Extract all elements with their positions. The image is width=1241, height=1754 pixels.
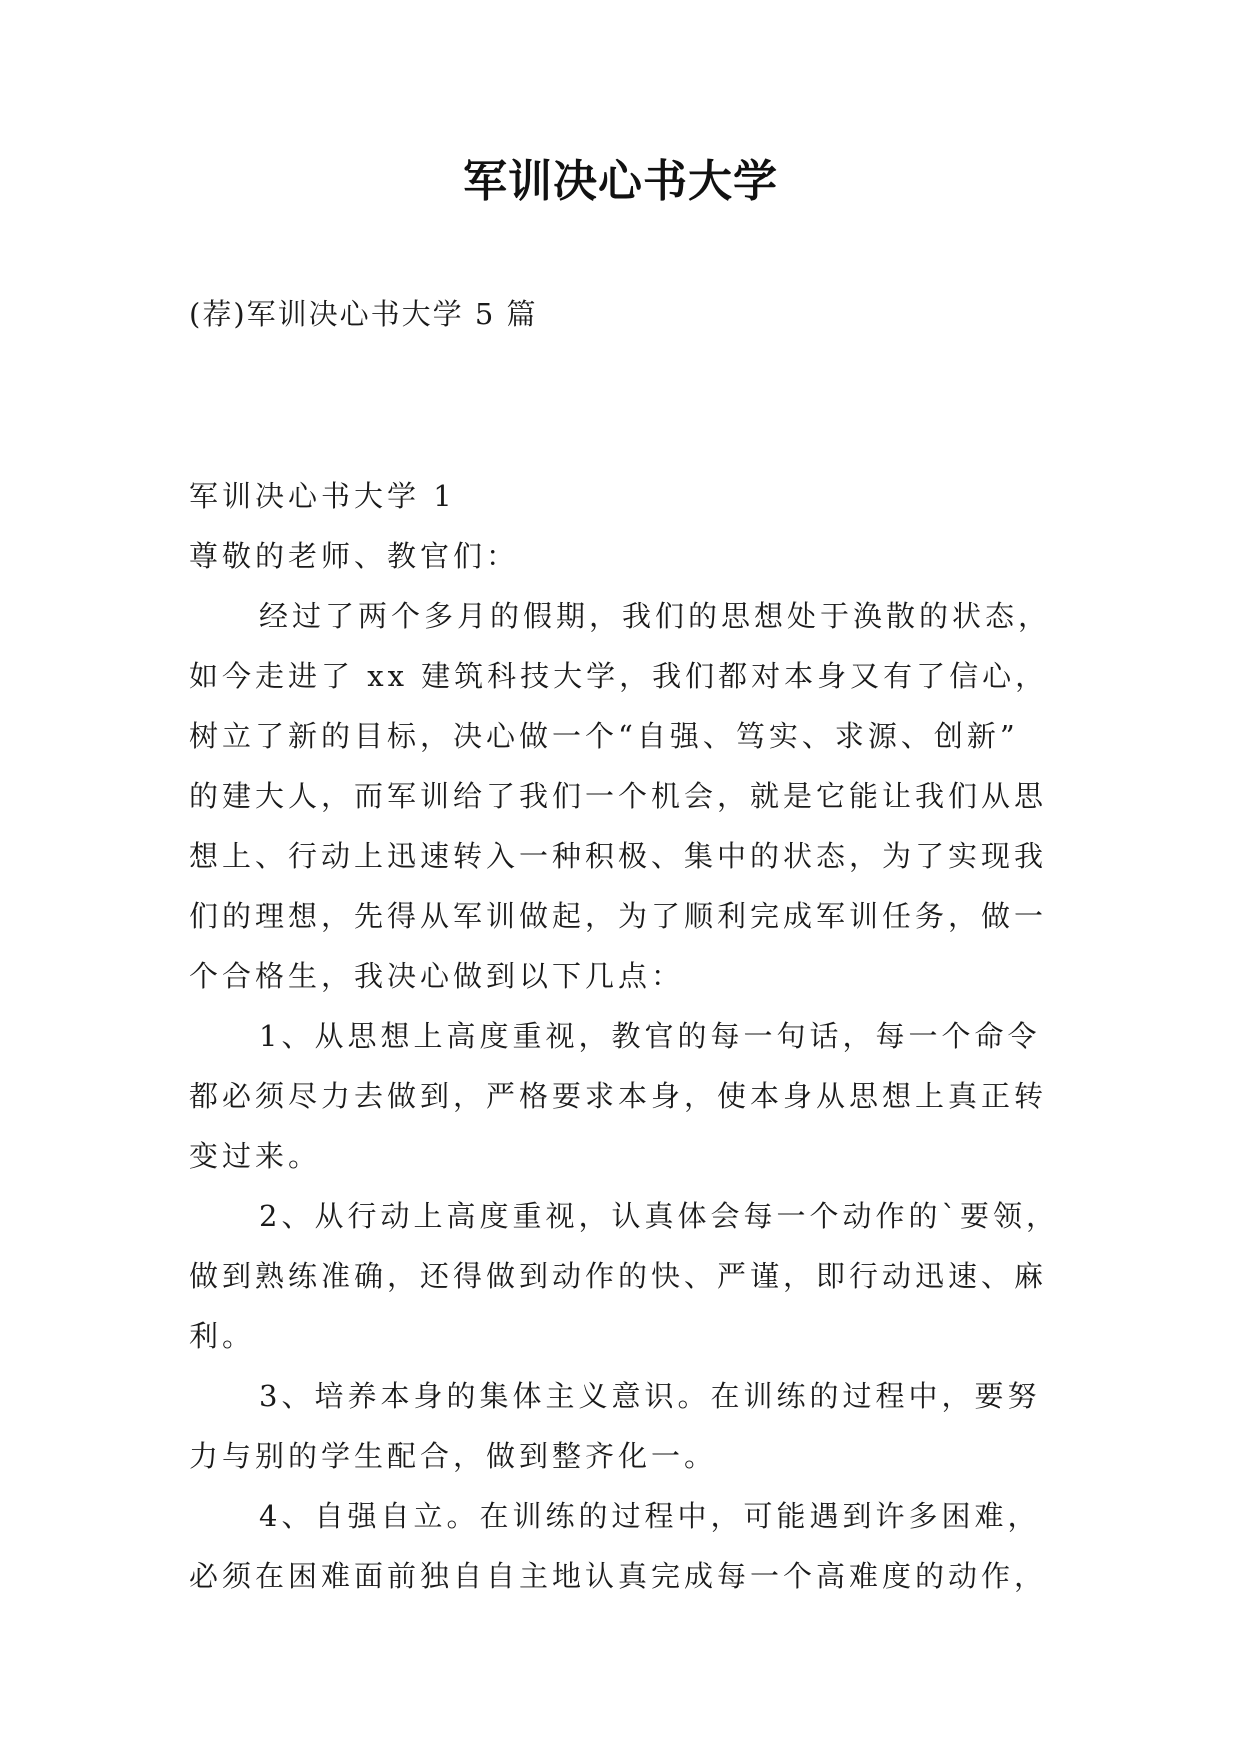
paragraph-line: 做到熟练准确，还得做到动作的快、严谨，即行动迅速、麻 xyxy=(189,1259,1048,1293)
paragraph-line: 2、从行动上高度重视，认真体会每一个动作的`要领， xyxy=(259,1199,1059,1233)
paragraph-line: 如今走进了 xx 建筑科技大学，我们都对本身又有了信心， xyxy=(189,659,1049,693)
paragraph-line: 3、培养本身的集体主义意识。在训练的过程中，要努 xyxy=(259,1379,1041,1413)
paragraph-line: 利。 xyxy=(189,1319,256,1353)
paragraph-line: 1、从思想上高度重视，教官的每一句话，每一个命令 xyxy=(259,1019,1041,1053)
paragraph-line: 经过了两个多月的假期，我们的思想处于涣散的状态， xyxy=(259,599,1052,633)
paragraph-line: 们的理想，先得从军训做起，为了顺利完成军训任务，做一 xyxy=(189,899,1048,933)
paragraph-line: 必须在困难面前独自自主地认真完成每一个高难度的动作， xyxy=(189,1559,1048,1593)
paragraph-line: 军训决心书大学 1 xyxy=(189,479,456,513)
document-subtitle: (荐)军训决心书大学 5 篇 xyxy=(189,297,538,331)
paragraph-line: 4、自强自立。在训练的过程中，可能遇到许多困难， xyxy=(259,1499,1041,1533)
paragraph-line: 尊敬的老师、教官们： xyxy=(189,539,520,573)
paragraph-line: 想上、行动上迅速转入一种积极、集中的状态，为了实现我 xyxy=(189,839,1048,873)
page-title: 军训决心书大学 xyxy=(463,156,778,207)
paragraph-line: 都必须尽力去做到，严格要求本身，使本身从思想上真正转 xyxy=(189,1079,1048,1113)
paragraph-line: 个合格生，我决心做到以下几点： xyxy=(189,959,685,993)
paragraph-line: 变过来。 xyxy=(189,1139,322,1173)
paragraph-line: 树立了新的目标，决心做一个“自强、笃实、求源、创新” xyxy=(189,719,1019,753)
paragraph-line: 力与别的学生配合，做到整齐化一。 xyxy=(189,1439,718,1473)
document-body xyxy=(189,466,1069,1606)
paragraph-line: 的建大人，而军训给了我们一个机会，就是它能让我们从思 xyxy=(189,779,1048,813)
